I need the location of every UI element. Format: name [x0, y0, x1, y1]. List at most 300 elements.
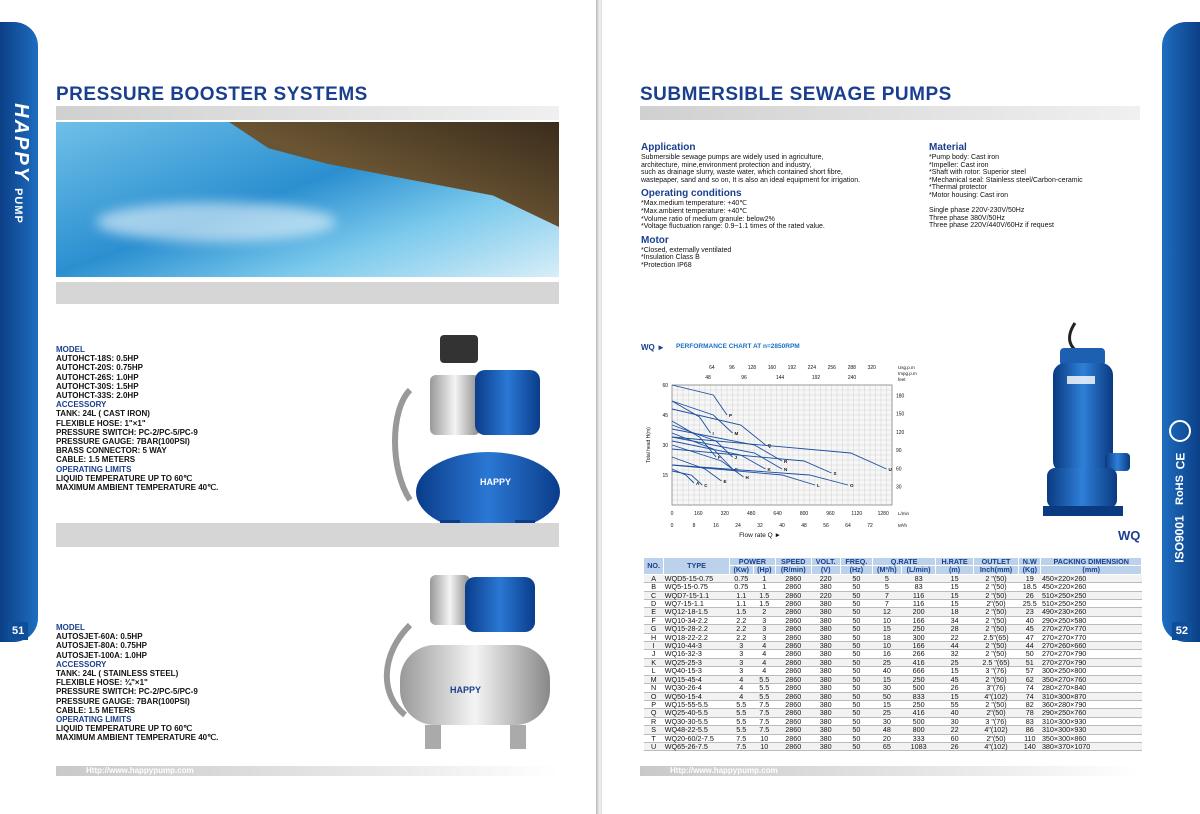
table-cell: 50 — [840, 667, 872, 675]
unit-label: Impg.p.m — [898, 371, 917, 376]
text-line: *Motor housing: Cast iron — [929, 191, 1008, 199]
table-cell: 10 — [753, 734, 775, 742]
table-cell: 45 — [1019, 625, 1041, 633]
table-cell: M — [644, 675, 664, 683]
table-cell: WQ65-26-7.5 — [664, 742, 730, 750]
column-unit: (mm) — [1041, 566, 1142, 574]
table-cell: 2860 — [775, 692, 811, 700]
table-cell: D — [644, 600, 664, 608]
table-cell: 1.5 — [753, 591, 775, 599]
table-cell: 2 "(50) — [973, 616, 1018, 624]
table-cell: 50 — [840, 684, 872, 692]
table-cell: S — [644, 726, 664, 734]
table-cell: 270×270×770 — [1041, 625, 1142, 633]
table-cell: 380 — [811, 742, 840, 750]
table-cell: 2.2 — [729, 616, 753, 624]
certifications — [1165, 420, 1195, 620]
spec-line: AUTOSJET-80A: 0.75HP — [56, 641, 147, 651]
table-cell: WQ25-25-3 — [664, 658, 730, 666]
table-cell: 380 — [811, 583, 840, 591]
table-cell: 86 — [1019, 726, 1041, 734]
spec-heading: OPERATING LIMITS — [56, 715, 132, 725]
table-cell: 40 — [1019, 616, 1041, 624]
table-cell: 2860 — [775, 608, 811, 616]
table-cell: 270×260×660 — [1041, 642, 1142, 650]
table-cell: 270×270×770 — [1041, 633, 1142, 641]
table-cell: 140 — [1019, 742, 1041, 750]
table-cell: 7 — [872, 591, 901, 599]
table-cell: 5.5 — [729, 709, 753, 717]
table-cell: 2860 — [775, 684, 811, 692]
x2-tick-label: 320 — [720, 511, 729, 517]
table-cell: 2 "(50) — [973, 675, 1018, 683]
table-cell: 74 — [1019, 692, 1041, 700]
table-cell: 116 — [901, 600, 936, 608]
table-cell: 26 — [936, 684, 973, 692]
spec-line: MAXIMUM AMBIENT TEMPERATURE 40℃. — [56, 483, 219, 493]
table-cell: 380 — [811, 616, 840, 624]
table-cell: 2860 — [775, 726, 811, 734]
x-tick-label: 72 — [867, 523, 873, 529]
table-cell: 2860 — [775, 616, 811, 624]
spec-line: CABLE: 1.5 METERS — [56, 455, 136, 465]
spec-heading: ACCESSORY — [56, 659, 107, 669]
table-cell: 10 — [753, 742, 775, 750]
column-header: SPEED — [775, 558, 811, 566]
application-section: Application Submersible sewage pumps are widely used in agriculture, architecture, mine,environment protection and industry, such as drainage slurry, waste water, which contained short fibre, wastepaper, sand and so on, It is also an ideal equipment for irrigation. Operating conditions *Max.medium temperature: +40℃ *Max.ambient temperature: +40℃ *Volume ratio of medium granule: below2% *Voltage fluctuation range: 0.9~1.1 times of the rated value. Motor *Closed, externally ventilated *Insulation Class B *Protection IP68 — [641, 142, 921, 270]
spec-line: AUTOHCT-18S: 0.5HP — [56, 354, 139, 364]
text-line: *Mechanical seal: Stainless steel/Carbon-ceramic — [929, 176, 1083, 184]
table-cell: 380 — [811, 650, 840, 658]
table-cell: 44 — [936, 642, 973, 650]
table-cell: 7.5 — [753, 726, 775, 734]
column-unit: (m) — [936, 566, 973, 574]
table-cell: 833 — [901, 692, 936, 700]
page-number: 51 — [8, 622, 28, 640]
top-tick-label: 224 — [807, 365, 817, 371]
table-cell: 800 — [901, 726, 936, 734]
y-tick-label: 15 — [662, 473, 668, 479]
table-cell: 2860 — [775, 625, 811, 633]
title-underline — [56, 106, 559, 120]
column-unit: (Hp) — [753, 566, 775, 574]
x-tick-label: 16 — [713, 523, 719, 529]
table-cell: 23 — [1019, 608, 1041, 616]
table-cell: 4 — [753, 667, 775, 675]
table-cell: 5 — [872, 574, 901, 582]
table-cell: 18.5 — [1019, 583, 1041, 591]
series-label: J — [734, 455, 738, 460]
table-cell: 30 — [936, 717, 973, 725]
column-header: Q.RATE — [872, 558, 936, 566]
y-tick-label: 60 — [662, 383, 668, 389]
spec-heading: ACCESSORY — [56, 400, 107, 410]
table-cell: 83 — [901, 574, 936, 582]
table-cell: 280×270×840 — [1041, 684, 1142, 692]
sewage-pump-image — [1035, 318, 1145, 533]
table-cell: 65 — [872, 742, 901, 750]
table-cell: 7.5 — [753, 717, 775, 725]
table-cell: 380×370×1070 — [1041, 742, 1142, 750]
table-cell: 3 "(76) — [973, 717, 1018, 725]
footer-url: Http://www.happypump.com — [56, 766, 559, 776]
y2-tick-label: 180 — [896, 393, 905, 400]
autosjet-pump-image — [370, 565, 560, 760]
x2-tick-label: 1120 — [851, 511, 863, 517]
table-cell: 300 — [901, 633, 936, 641]
x-tick-label: 48 — [801, 523, 807, 529]
table-cell: 2 — [753, 608, 775, 616]
table-cell: 380 — [811, 692, 840, 700]
table-cell: 18 — [936, 608, 973, 616]
y-tick-label: 45 — [662, 413, 668, 419]
series-label: I — [712, 431, 714, 436]
table-cell: 74 — [1019, 684, 1041, 692]
autohct-pump-image — [370, 330, 560, 535]
spec-heading: MODEL — [56, 345, 85, 354]
x2-tick-label: 0 — [670, 511, 674, 517]
table-cell: 2.5"(65) — [973, 633, 1018, 641]
table-cell: 15 — [936, 692, 973, 700]
series-label: U — [888, 467, 892, 472]
table-cell: 16 — [872, 650, 901, 658]
table-cell: 7.5 — [753, 700, 775, 708]
column-unit: (L/min) — [901, 566, 936, 574]
table-cell: 34 — [936, 616, 973, 624]
table-cell: 50 — [840, 709, 872, 717]
table-cell: 2860 — [775, 734, 811, 742]
text-line: architecture, mine,environment protection and industry, — [641, 161, 812, 169]
table-cell: 50 — [840, 625, 872, 633]
table-cell: 380 — [811, 675, 840, 683]
table-cell: 310×300×870 — [1041, 692, 1142, 700]
table-cell: 2860 — [775, 667, 811, 675]
spec-line: MAXIMUM AMBIENT TEMPERATURE 40℃. — [56, 733, 219, 743]
product2-specs — [56, 623, 218, 743]
top2-tick-label: 144 — [775, 375, 785, 381]
table-cell: 57 — [1019, 667, 1041, 675]
table-cell: 270×270×790 — [1041, 650, 1142, 658]
column-unit: (Hz) — [840, 566, 872, 574]
table-cell: H — [644, 633, 664, 641]
series-label: C — [704, 483, 708, 488]
table-cell: 25 — [936, 658, 973, 666]
spec-line: AUTOSJET-100A: 1.0HP — [56, 650, 147, 660]
table-cell: 4"(102) — [973, 692, 1018, 700]
text-line: Single phase 220V-230V/50Hz — [929, 207, 1025, 215]
spec-line: AUTOHCT-20S: 0.75HP — [56, 363, 143, 373]
table-cell: 1.5 — [729, 608, 753, 616]
table-cell: 15 — [936, 591, 973, 599]
table-cell: 3"(76) — [973, 684, 1018, 692]
table-cell: 45 — [936, 675, 973, 683]
table-cell: 50 — [840, 600, 872, 608]
table-cell: 4"(102) — [973, 742, 1018, 750]
table-cell: N — [644, 684, 664, 692]
application-text — [641, 154, 921, 184]
table-cell: 3 — [729, 642, 753, 650]
series-label: R — [784, 459, 788, 464]
unit-label: Usg.p.m — [898, 365, 915, 370]
table-row — [644, 625, 1142, 633]
table-cell: WQ30-30-5.5 — [664, 717, 730, 725]
unit-label: L/min — [898, 511, 910, 516]
table-cell: K — [644, 658, 664, 666]
text-line: *Max.ambient temperature: +40℃ — [641, 207, 748, 215]
table-cell: 270×270×790 — [1041, 658, 1142, 666]
table-cell: 2860 — [775, 591, 811, 599]
table-cell: 32 — [936, 650, 973, 658]
table-cell: 40 — [936, 709, 973, 717]
series-label: L — [817, 483, 820, 488]
table-cell: 2 "(50) — [973, 591, 1018, 599]
table-cell: 50 — [840, 675, 872, 683]
table-cell: 4 — [753, 658, 775, 666]
table-cell: P — [644, 700, 664, 708]
spec-line: PRESSURE SWITCH: PC-2/PC-5/PC-9 — [56, 687, 198, 697]
table-cell: 4 — [729, 675, 753, 683]
table-cell: 5.5 — [729, 726, 753, 734]
spec-line: AUTOHCT-30S: 1.5HP — [56, 381, 139, 391]
x-tick-label: 56 — [823, 523, 829, 529]
table-cell: 2860 — [775, 600, 811, 608]
table-cell: 50 — [840, 574, 872, 582]
table-cell: 50 — [840, 591, 872, 599]
table-cell: 166 — [901, 616, 936, 624]
table-cell: 333 — [901, 734, 936, 742]
table-cell: 10 — [872, 642, 901, 650]
product1-specs — [56, 345, 218, 492]
table-cell: WQ12-18-1.5 — [664, 608, 730, 616]
table-cell: 50 — [840, 658, 872, 666]
table-cell: WQ40-15-3 — [664, 667, 730, 675]
table-cell: J — [644, 650, 664, 658]
table-cell: 416 — [901, 709, 936, 717]
table-cell: 3 — [729, 667, 753, 675]
table-cell: 666 — [901, 667, 936, 675]
table-cell: 200 — [901, 608, 936, 616]
top2-tick-label: 48 — [705, 375, 711, 381]
table-cell: 380 — [811, 633, 840, 641]
table-cell: WQ10-44-3 — [664, 642, 730, 650]
spec-line: LIQUID TEMPERATURE UP TO 60℃ — [56, 724, 193, 734]
motor-text — [641, 247, 921, 270]
series-label: P — [729, 413, 733, 418]
x-tick-label: 24 — [735, 523, 741, 529]
table-cell: 15 — [936, 583, 973, 591]
table-cell: WQ48-22-5.5 — [664, 726, 730, 734]
series-label: H — [745, 475, 749, 480]
table-cell: 18 — [872, 633, 901, 641]
table-cell: O — [644, 692, 664, 700]
table-cell: 50 — [840, 608, 872, 616]
text-line: *Thermal protector — [929, 184, 987, 192]
table-cell: 51 — [1019, 658, 1041, 666]
x-axis-label: Flow rate Q ► — [739, 532, 781, 539]
table-cell: 2 "(50) — [973, 625, 1018, 633]
table-cell: 0.75 — [729, 574, 753, 582]
table-cell: 2.5 "(65) — [973, 658, 1018, 666]
table-cell: 1083 — [901, 742, 936, 750]
table-cell: 50 — [840, 700, 872, 708]
footer-url: Http://www.happypump.com — [640, 766, 1140, 776]
table-cell: 450×220×260 — [1041, 583, 1142, 591]
table-cell: 1.1 — [729, 591, 753, 599]
x2-tick-label: 160 — [694, 511, 703, 517]
table-row — [644, 709, 1142, 717]
series-label: M — [734, 431, 739, 436]
table-cell: 2"(50) — [973, 709, 1018, 717]
table-cell: 510×250×250 — [1041, 600, 1142, 608]
column-unit: (R/min) — [775, 566, 811, 574]
table-cell: 2860 — [775, 574, 811, 582]
series-label: G — [734, 467, 739, 472]
table-cell: 380 — [811, 734, 840, 742]
table-cell: 3 — [753, 633, 775, 641]
top-tick-label: 160 — [767, 365, 777, 371]
x2-tick-label: 480 — [747, 511, 756, 517]
iso-mark: ISO9001 — [1173, 515, 1187, 563]
table-cell: 15 — [936, 667, 973, 675]
table-cell: WQ7-15-1.1 — [664, 600, 730, 608]
table-cell: 116 — [901, 591, 936, 599]
table-cell: WQ20-60/2-7.5 — [664, 734, 730, 742]
table-cell: 380 — [811, 726, 840, 734]
table-cell: WQ15-55-5.5 — [664, 700, 730, 708]
spec-line: BRASS CONNECTOR: 5 WAY — [56, 446, 167, 456]
text-line: *Impeller: Cast iron — [929, 161, 989, 169]
table-cell: 2860 — [775, 742, 811, 750]
table-cell: 416 — [901, 658, 936, 666]
table-cell: 19 — [1019, 574, 1041, 582]
table-cell: WQ18-22-2.2 — [664, 633, 730, 641]
column-unit: (M³/h) — [872, 566, 901, 574]
table-cell: 83 — [1019, 717, 1041, 725]
text-line: wastepaper, sand and so on, It is also an ideal equipment for irrigation. — [641, 176, 861, 184]
table-cell: 350×270×760 — [1041, 675, 1142, 683]
divider-band — [56, 282, 559, 304]
unit-label: feet — [898, 377, 906, 382]
table-cell: 4 — [729, 692, 753, 700]
series-label: K — [767, 467, 771, 472]
spec-line: TANK: 24L ( CAST IRON) — [56, 409, 150, 419]
table-cell: 510×250×250 — [1041, 591, 1142, 599]
top-tick-label: 288 — [847, 365, 856, 371]
table-cell: 5 — [872, 583, 901, 591]
table-cell: WQ16-32-3 — [664, 650, 730, 658]
table-cell: 380 — [811, 717, 840, 725]
top-tick-label: 128 — [747, 365, 757, 371]
table-cell: 50 — [840, 583, 872, 591]
table-row — [644, 583, 1142, 591]
table-cell: 380 — [811, 608, 840, 616]
table-cell: 2 "(50) — [973, 642, 1018, 650]
table-cell: 350×300×860 — [1041, 734, 1142, 742]
table-cell: 3 — [729, 650, 753, 658]
table-cell: 15 — [872, 625, 901, 633]
table-cell: 5.5 — [753, 692, 775, 700]
table-cell: 2 "(50) — [973, 583, 1018, 591]
top2-tick-label: 192 — [811, 375, 821, 381]
table-cell: WQ5-15-0.75 — [664, 583, 730, 591]
series-label: S — [833, 471, 837, 476]
table-cell: 2860 — [775, 583, 811, 591]
table-cell: 50 — [872, 692, 901, 700]
table-cell: 380 — [811, 658, 840, 666]
table-cell: G — [644, 625, 664, 633]
table-row — [644, 684, 1142, 692]
table-cell: 50 — [840, 734, 872, 742]
column-unit: (Kg) — [1019, 566, 1041, 574]
table-cell: 50 — [840, 692, 872, 700]
y2-tick-label: 120 — [896, 429, 905, 436]
table-cell: 55 — [936, 700, 973, 708]
series-label: N — [784, 467, 788, 472]
table-cell: 490×230×260 — [1041, 608, 1142, 616]
table-cell: 450×220×260 — [1041, 574, 1142, 582]
table-cell: 250 — [901, 700, 936, 708]
table-cell: C — [644, 591, 664, 599]
table-cell: T — [644, 734, 664, 742]
table-cell: 25.5 — [1019, 600, 1041, 608]
svg-text:HAPPY: HAPPY — [450, 685, 482, 695]
x2-tick-label: 960 — [826, 511, 835, 517]
table-cell: 220 — [811, 574, 840, 582]
top-tick-label: 64 — [709, 365, 715, 371]
x-tick-label: 0 — [670, 523, 674, 529]
text-line: such as drainage slurry, waste water, which contained short fibre, — [641, 169, 843, 177]
series-label: E — [723, 479, 727, 484]
table-cell: 15 — [936, 600, 973, 608]
text-line: *Voltage fluctuation range: 0.9~1.1 times of the rated value. — [641, 223, 825, 231]
y-axis-label: Total head H(m) — [646, 427, 652, 463]
divider-band — [56, 523, 559, 547]
brand-logo: HAPPYPUMP — [9, 102, 32, 224]
spec-heading: OPERATING LIMITS — [56, 464, 132, 474]
table-cell: 1.5 — [753, 600, 775, 608]
table-cell: 266 — [901, 650, 936, 658]
text-line: Submersible sewage pumps are widely used in agriculture, — [641, 154, 824, 161]
y-tick-label: 30 — [662, 443, 668, 449]
table-cell: 82 — [1019, 700, 1041, 708]
table-cell: 2860 — [775, 658, 811, 666]
table-cell: 1 — [753, 574, 775, 582]
table-cell: 2860 — [775, 642, 811, 650]
spec-line: PRESSURE GAUGE: 7BAR(100PSI) — [56, 696, 190, 706]
table-cell: 2860 — [775, 700, 811, 708]
table-cell: WQD7-15-1.1 — [664, 591, 730, 599]
table-cell: 380 — [811, 667, 840, 675]
table-cell: 2.2 — [729, 633, 753, 641]
table-cell: 2860 — [775, 709, 811, 717]
table-cell: WQ25-40-5.5 — [664, 709, 730, 717]
rohs-mark: RoHS — [1173, 475, 1186, 505]
table-cell: 15 — [872, 700, 901, 708]
performance-chart — [640, 340, 930, 539]
top-tick-label: 192 — [787, 365, 797, 371]
table-cell: U — [644, 742, 664, 750]
table-cell: 7.5 — [729, 742, 753, 750]
table-cell: 78 — [1019, 709, 1041, 717]
table-cell: I — [644, 642, 664, 650]
table-cell: 62 — [1019, 675, 1041, 683]
table-cell: 500 — [901, 684, 936, 692]
top-tick-label: 256 — [827, 365, 836, 371]
page-title: PRESSURE BOOSTER SYSTEMS — [56, 84, 368, 105]
table-cell: WQD5-15-0.75 — [664, 574, 730, 582]
table-cell: 3 — [753, 625, 775, 633]
table-cell: 50 — [840, 742, 872, 750]
